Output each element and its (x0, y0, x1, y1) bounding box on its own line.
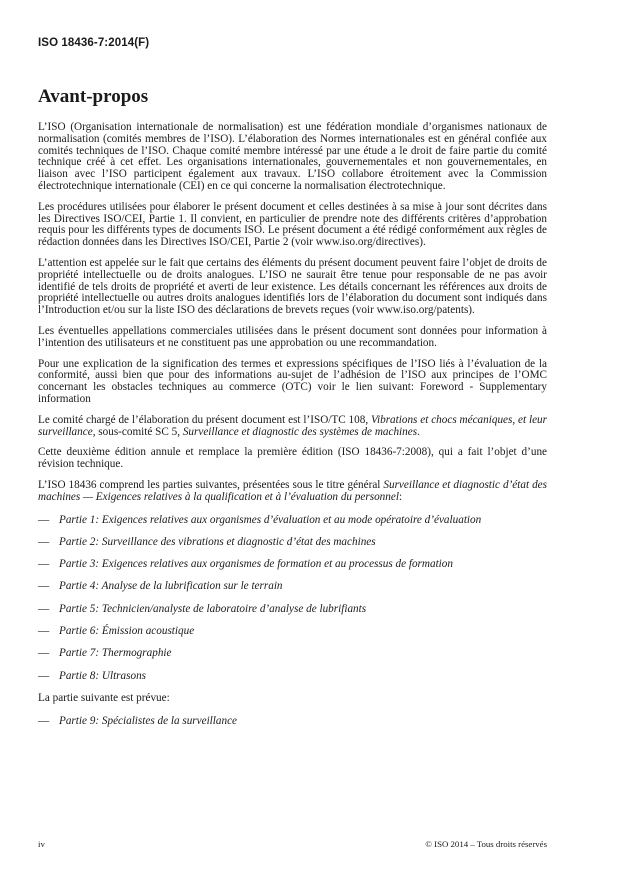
page-footer (38, 839, 547, 849)
page-number: iv (38, 839, 45, 849)
dash-bullet: — (38, 535, 50, 548)
list-item: — Partie 1: Exigences relatives aux organismes d’évaluation et au mode opératoire d’évaluation (38, 513, 482, 526)
dash-bullet: — (38, 669, 50, 682)
list-item: — Partie 5: Technicien/analyste de laboratoire d’analyse de lubrifiants (38, 602, 367, 615)
dash-bullet: — (38, 513, 50, 526)
dash-bullet: — (38, 602, 50, 615)
paragraph-procedures: Les procédures utilisées pour élaborer le présent document et celles destinées à sa mise à jour sont décrites dans les Directives ISO/CEI, Partie 1. Il convient, en particulier de prendre note des différents critères d’approbation requis pour les différents types de documents ISO. Le présent document a été rédigé conformément aux règles de rédaction données dans les Directives ISO/CEI, Partie 2 (voir www.iso.org/directives). (38, 200, 547, 249)
dash-bullet: — (38, 625, 50, 637)
dash-bullet: — (38, 558, 50, 571)
list-item: — Partie 9: Spécialistes de la surveillance (38, 714, 238, 727)
list-item: — Partie 8: Ultrasons (38, 669, 147, 682)
page-title: Avant-propos (38, 86, 149, 107)
paragraph-patents: L’attention est appelée sur le fait que certains des éléments du présent document peuvent faire l’objet de droits de propriété intellectuelle ou de droits analogues. L’ISO ne saurait être tenue pour responsable de ne pas avoir identifié de tels droits de propriété et averti de leur existence. Les détails concernant les références aux droits de propriété intellectuelle ou autres droits analogues identifiés lors de l’élaboration du document sont indiqués dans l’Introduction et/ou sur la liste ISO des déclarations de brevets reçues (voir www.iso.org/patents). (38, 256, 547, 317)
copyright-notice: © ISO 2014 – Tous droits réservés (425, 839, 547, 849)
paragraph-trade-names: Les éventuelles appellations commerciales utilisées dans le présent document sont données pour information à l’intention des utilisateurs et ne constituent pas une approbation ou une recommandation. (38, 324, 547, 349)
document-id: ISO 18436-7:2014(F) (38, 37, 150, 49)
list-item: — Partie 7: Thermographie (38, 647, 172, 660)
list-item: — Partie 3: Exigences relatives aux organismes de formation et au processus de formation (38, 558, 453, 571)
foreword-body (38, 122, 547, 738)
parts-list (38, 515, 547, 683)
list-item: — Partie 4: Analyse de la lubrification sur le terrain (38, 580, 283, 593)
paragraph-conformity: Pour une explication de la signification des termes et expressions spécifiques de l’ISO liés à l’évaluation de la conformité, aussi bien que pour des informations au-sujet de l’adhésion de l’ISO aux principes de l’OMC concernant les obstacles techniques au commerce (OTC) voir le lien suivant: Foreword - Supplementary information (38, 357, 547, 405)
dash-bullet: — (38, 714, 50, 727)
paragraph-edition: Cette deuxième édition annule et remplace la première édition (ISO 18436-7:2008), qui a fait l’objet d’une révision technique. (38, 446, 547, 471)
paragraph-planned: La partie suivante est prévue: (38, 691, 170, 704)
paragraph-iso-intro: L’ISO (Organisation internationale de normalisation) est une fédération mondiale d’organismes nationaux de normalisation (comités membres de l’ISO). L’élaboration des Normes internationales est en général confiée aux comités techniques de l’ISO. Chaque comité membre intéressé par une étude a le droit de faire partie du comité technique créé à cet effet. Les organisations internationales, gouvernementales et non gouvernementales, en liaison avec l’ISO participent également aux travaux. L’ISO collabore étroitement avec la Commission électrotechnique internationale (CEI) en ce qui concerne la normalisation électrotechnique. (38, 121, 547, 192)
paragraph-committee: Le comité chargé de l’élaboration du présent document est l’ISO/TC 108, Vibrations et chocs mécaniques, et leur surveillance, sous-comité SC 5, Surveillance et diagnostic des systèmes de machines. (38, 413, 547, 438)
planned-parts-list (38, 716, 547, 728)
list-item: — Partie 6: Émission acoustique (38, 625, 195, 637)
list-item: — Partie 2: Surveillance des vibrations et diagnostic d’état des machines (38, 535, 376, 548)
dash-bullet: — (38, 647, 50, 660)
paragraph-parts-intro: L’ISO 18436 comprend les parties suivantes, présentées sous le titre général Surveillance et diagnostic d’état des machines — Exigences relatives à la qualification et à l’évaluation du personnel: (38, 478, 547, 503)
dash-bullet: — (38, 580, 50, 593)
